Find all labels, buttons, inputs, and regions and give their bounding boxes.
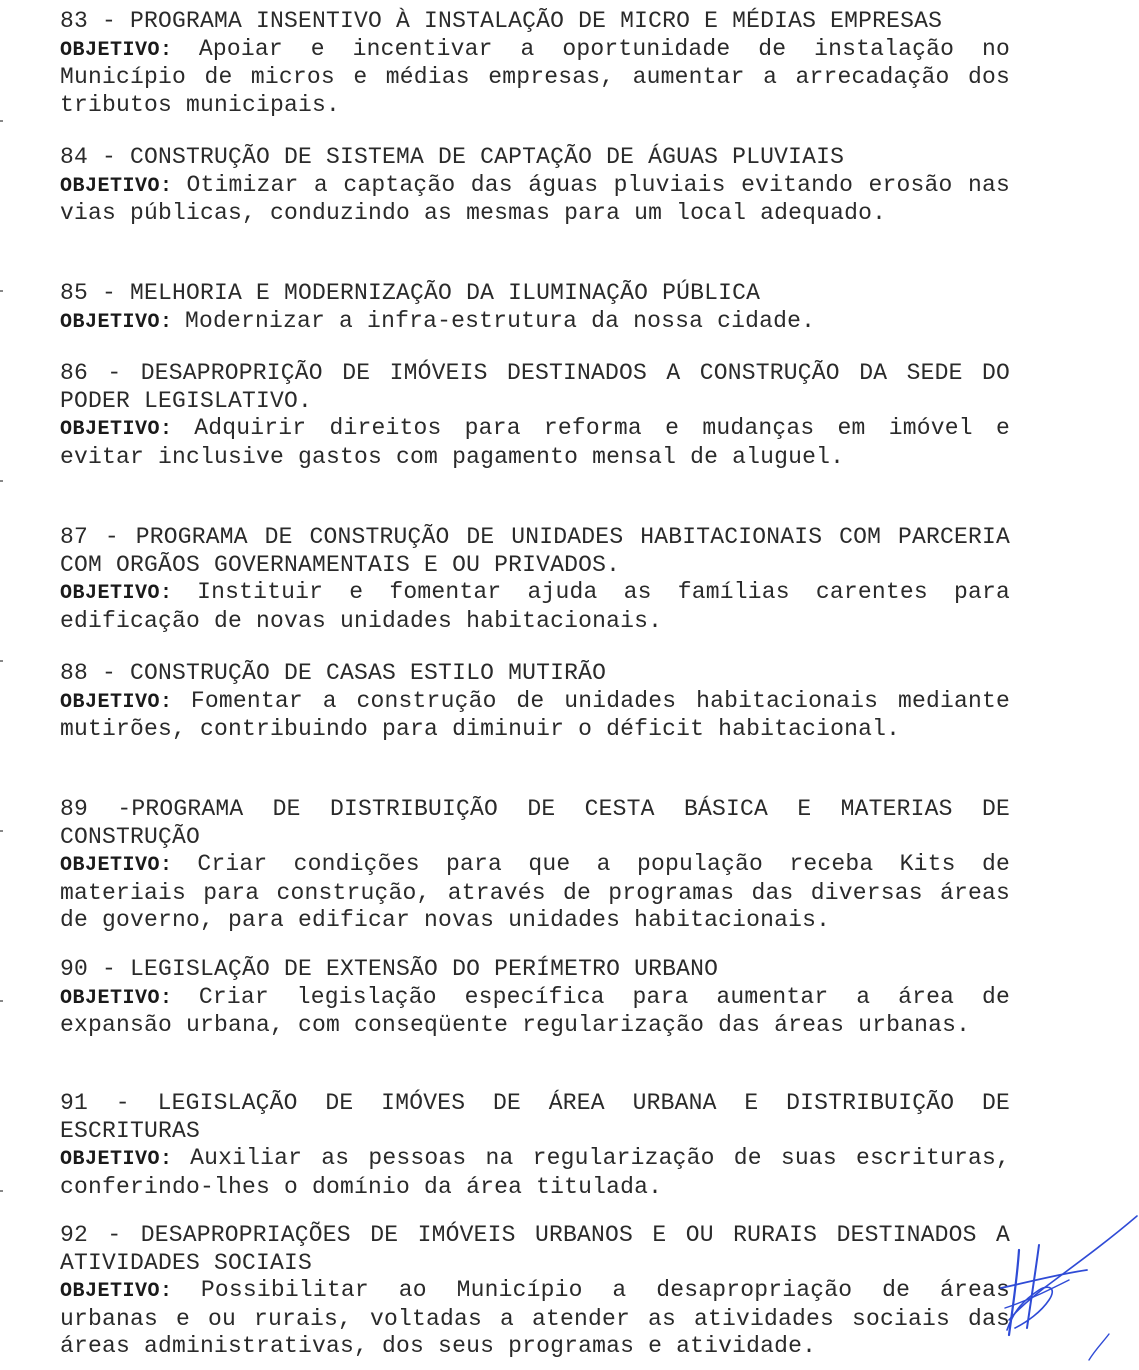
objective-label: OBJETIVO: bbox=[60, 38, 199, 62]
objective-label: OBJETIVO: bbox=[60, 690, 191, 714]
program-item-90 bbox=[60, 956, 1010, 1040]
program-title: 84 - CONSTRUÇÃO DE SISTEMA DE CAPTAÇÃO DE ÁGUAS PLUVIAIS bbox=[60, 144, 845, 170]
program-item-89 bbox=[60, 796, 1010, 935]
scan-mark bbox=[0, 480, 3, 482]
objective-label: OBJETIVO: bbox=[60, 986, 199, 1010]
objective-text: Instituir e fomentar ajuda as famílias carentes para edificação de novas unidades habitacionais. bbox=[60, 579, 1010, 634]
program-title: 92 - DESAPROPRIAÇÕES DE IMÓVEIS URBANOS E OU RURAIS DESTINADOS A ATIVIDADES SOCIAIS bbox=[60, 1222, 1010, 1276]
objective-text: Criar legislação específica para aumentar a área de expansão urbana, com conseqüente regularização das áreas urbanas. bbox=[60, 983, 1010, 1038]
signature-initials bbox=[969, 1210, 1139, 1370]
objective-text: Modernizar a infra-estrutura da nossa cidade. bbox=[185, 307, 816, 334]
objective-label: OBJETIVO: bbox=[60, 582, 198, 605]
objective-label: OBJETIVO: bbox=[60, 1148, 191, 1171]
objective-text: Fomentar a construção de unidades habitacionais mediante mutirões, contribuindo para diminuir o déficit habitacional. bbox=[60, 687, 1010, 742]
program-item-83 bbox=[60, 8, 1010, 119]
scan-mark bbox=[0, 1000, 3, 1002]
program-title: 88 - CONSTRUÇÃO DE CASAS ESTILO MUTIRÃO bbox=[60, 660, 607, 686]
scan-mark bbox=[0, 120, 3, 122]
scan-mark bbox=[0, 660, 3, 662]
objective-text: Auxiliar as pessoas na regularização de suas escrituras, conferindo-lhes o domínio da área titulada. bbox=[60, 1145, 1010, 1200]
program-item-88 bbox=[60, 660, 1010, 744]
objective-text: Otimizar a captação das águas pluviais evitando erosão nas vias públicas, conduzindo as mesmas para um local adequado. bbox=[60, 171, 1010, 226]
objective-label: OBJETIVO: bbox=[60, 418, 195, 441]
program-item-85 bbox=[60, 280, 1010, 336]
scan-mark bbox=[0, 290, 3, 292]
program-title: 91 - LEGISLAÇÃO DE IMÓVES DE ÁREA URBANA E DISTRIBUIÇÃO DE ESCRITURAS bbox=[60, 1090, 1010, 1144]
program-title: 90 - LEGISLAÇÃO DE EXTENSÃO DO PERÍMETRO URBANO bbox=[60, 956, 719, 982]
program-title: 87 - PROGRAMA DE CONSTRUÇÃO DE UNIDADES HABITACIONAIS COM PARCERIA COM ORGÃOS GOVERNAMENTAIS E OU PRIVADOS. bbox=[60, 524, 1010, 578]
program-item-91 bbox=[60, 1090, 1010, 1201]
program-title: 83 - PROGRAMA INSENTIVO À INSTALAÇÃO DE MICRO E MÉDIAS EMPRESAS bbox=[60, 8, 943, 34]
program-title: 86 - DESAPROPRIÇÃO DE IMÓVEIS DESTINADOS A CONSTRUÇÃO DA SEDE DO PODER LEGISLATIVO. bbox=[60, 360, 1010, 414]
program-title: 89 -PROGRAMA DE DISTRIBUIÇÃO DE CESTA BÁSICA E MATERIAS DE CONSTRUÇÃO bbox=[60, 796, 1010, 850]
program-item-86 bbox=[60, 360, 1010, 471]
objective-label: OBJETIVO: bbox=[60, 854, 198, 877]
objective-label: OBJETIVO: bbox=[60, 1280, 201, 1303]
program-item-92 bbox=[60, 1222, 1010, 1361]
objective-text: Adquirir direitos para reforma e mudanças em imóvel e evitar inclusive gastos com pagamento mensal de aluguel. bbox=[60, 415, 1010, 470]
program-item-84 bbox=[60, 144, 1010, 228]
scan-mark bbox=[0, 1190, 3, 1192]
objective-label: OBJETIVO: bbox=[60, 174, 187, 198]
program-title: 85 - MELHORIA E MODERNIZAÇÃO DA ILUMINAÇÃO PÚBLICA bbox=[60, 280, 761, 306]
scan-mark bbox=[0, 830, 3, 832]
objective-text: Criar condições para que a população receba Kits de materiais para construção, através de programas das diversas áreas de governo, para edificar novas unidades habitacionais. bbox=[60, 851, 1010, 933]
objective-label: OBJETIVO: bbox=[60, 310, 186, 334]
program-item-87 bbox=[60, 524, 1010, 635]
objective-text: Apoiar e incentivar a oportunidade de instalação no Município de micros e médias empresas, aumentar a arrecadação dos tributos municipais. bbox=[60, 35, 1010, 118]
objective-text: Possibilitar ao Município a desapropriação de áreas urbanas e ou rurais, voltadas a atender as atividades sociais das áreas administrativas, dos seus programas e atividade. bbox=[60, 1277, 1010, 1359]
